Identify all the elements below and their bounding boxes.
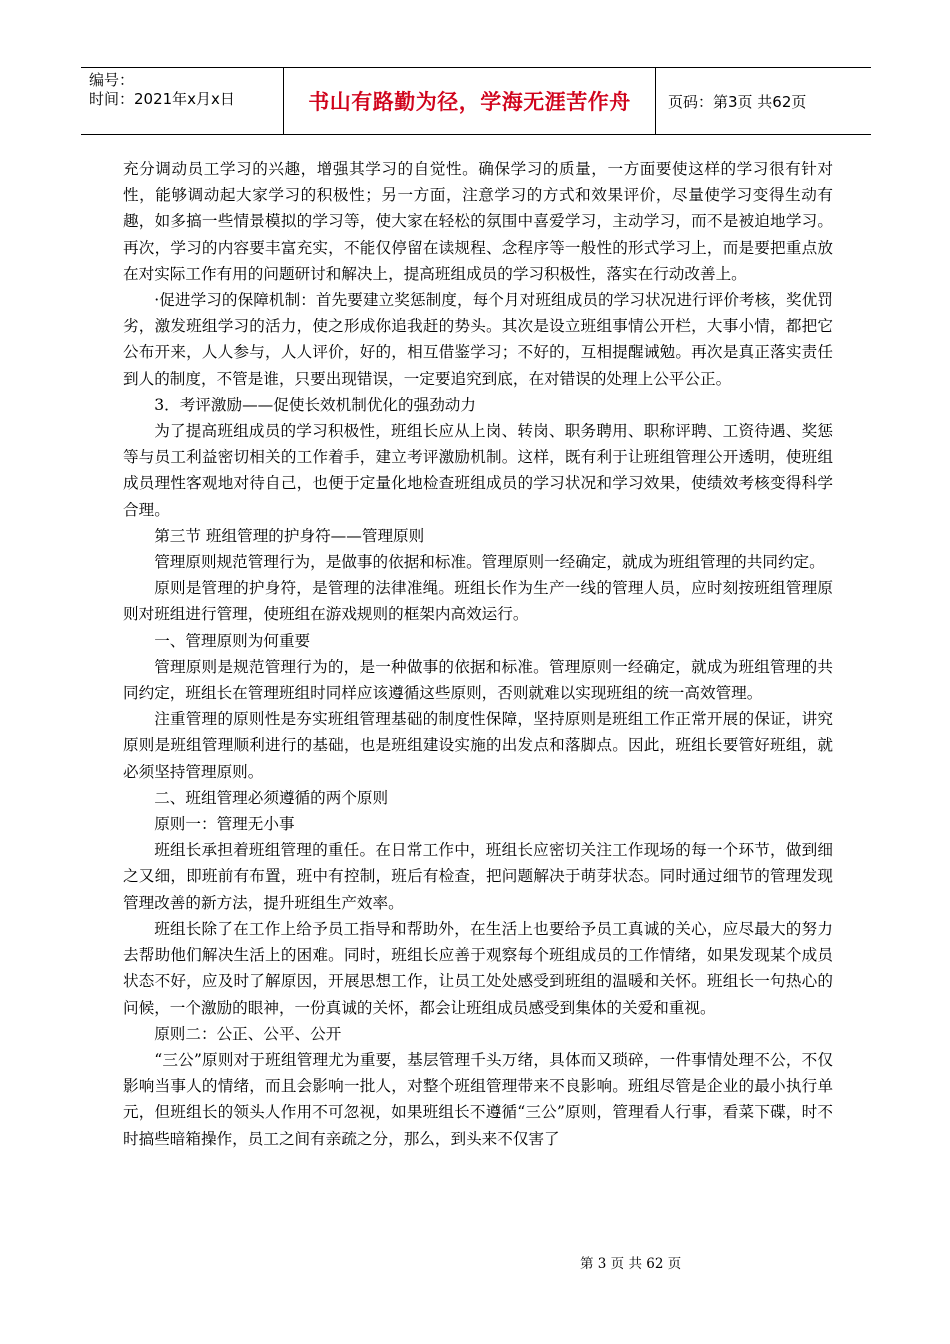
paragraph: 注重管理的原则性是夯实班组管理基础的制度性保障，坚持原则是班组工作正常开展的保证，讲究原则是班组管理顺利进行的基础，也是班组建设实施的出发点和落脚点。因此，班组长要管好班组，就必须坚持管理原则。: [123, 710, 833, 781]
header-page-info: 页码：第3页 共62页: [668, 92, 807, 111]
paragraph: 班组长除了在工作上给予员工指导和帮助外，在生活上也要给予员工真诚的关心，应尽最大的努力去帮助他们解决生活上的困难。同时，班组长应善于观察每个班组成员的工作情绪，如果发现某个成员状态不好，应及时了解原因，开展思想工作，让员工处处感受到班组的温暖和关怀。班组长一句热心的问候，一个激励的眼神，一份真诚的关怀，都会让班组成员感受到集体的关爱和重视。: [123, 919, 833, 1017]
header-motto: 书山有路勤为径，学海无涯苦作舟: [284, 68, 656, 134]
paragraph: 班组长承担着班组管理的重任。在日常工作中，班组长应密切关注工作现场的每一个环节，做到细之又细，即班前有布置，班中有控制，班后有检查，把问题解决于萌芽状态。同时通过细节的管理发现管理改善的新方法，提升班组生产效率。: [123, 841, 833, 912]
time-label: 时间：2021年x月x日: [89, 90, 235, 108]
section-heading: 第三节 班组管理的护身符——管理原则: [154, 526, 425, 545]
header-meta: [81, 68, 284, 134]
paragraph: ·促进学习的保障机制：首先要建立奖惩制度，每个月对班组成员的学习状况进行评价考核，奖优罚劣，激发班组学习的活力，使之形成你追我赶的势头。其次是设立班组事情公开栏，大事小情，都把它公布开来，人人参与，人人评价，好的，相互借鉴学习；不好的，互相提醒诫勉。再次是真正落实责任到人的制度，不管是谁，只要出现错误，一定要追究到底，在对错误的处理上公平公正。: [123, 291, 833, 388]
subheading: 二、班组管理必须遵循的两个原则: [154, 788, 389, 807]
paragraph: 管理原则是规范管理行为的，是一种做事的依据和标准。管理原则一经确定，就成为班组管理的共同约定，班组长在管理班组时同样应该遵循这些原则，否则就难以实现班组的统一高效管理。: [123, 657, 833, 703]
number-label: 编号：: [89, 71, 135, 89]
principle-heading: 原则一：管理无小事: [154, 815, 295, 834]
page-header: [81, 67, 871, 135]
paragraph: “三公”原则对于班组管理尤为重要，基层管理千头万绪，具体而又琐碎，一件事情处理不公，不仅影响当事人的情绪，而且会影响一批人，对整个班组管理带来不良影响。班组尽管是企业的最小执行单元，但班组长的领头人作用不可忽视，如果班组长不遵循“三公”原则，管理看人行事，看菜下碟，时不时搞些暗箱操作，员工之间有亲疏之分，那么，到头来不仅害了: [123, 1050, 833, 1148]
subheading: 3．考评激励——促使长效机制优化的强劲动力: [154, 395, 476, 414]
paragraph-continued: 充分调动员工学习的兴趣，增强其学习的自觉性。确保学习的质量，一方面要使这样的学习很有针对性，能够调动起大家学习的积极性；另一方面，注意学习的方式和效果评价，尽量使学习变得生动有趣，如多搞一些情景模拟的学习等，使大家在轻松的氛围中喜爱学习，主动学习，而不是被迫地学习。再次，学习的内容要丰富充实，不能仅停留在读规程、念程序等一般性的形式学习上，而是要把重点放在对实际工作有用的问题研讨和解决上，提高班组成员的学习积极性，落实在行动改善上。: [123, 160, 833, 283]
page-footer: 第 3 页 共 62 页: [580, 1256, 682, 1272]
paragraph: 管理原则规范管理行为，是做事的依据和标准。管理原则一经确定，就成为班组管理的共同约定。: [154, 553, 825, 572]
principle-heading: 原则二：公正、公平、公开: [154, 1024, 342, 1043]
body-text: [123, 156, 833, 1152]
paragraph: 原则是管理的护身符，是管理的法律准绳。班组长作为生产一线的管理人员，应时刻按班组管理原则对班组进行管理，使班组在游戏规则的框架内高效运行。: [123, 579, 833, 624]
subheading: 一、管理原则为何重要: [154, 631, 311, 650]
paragraph: 为了提高班组成员的学习积极性，班组长应从上岗、转岗、职务聘用、职称评聘、工资待遇、奖惩等与员工利益密切相关的工作着手，建立考评激励机制。这样，既有利于让班组管理公开透明，使班组成员理性客观地对待自己，也便于定量化地检查班组成员的学习状况和学习效果，使绩效考核变得科学合理。: [123, 422, 833, 519]
